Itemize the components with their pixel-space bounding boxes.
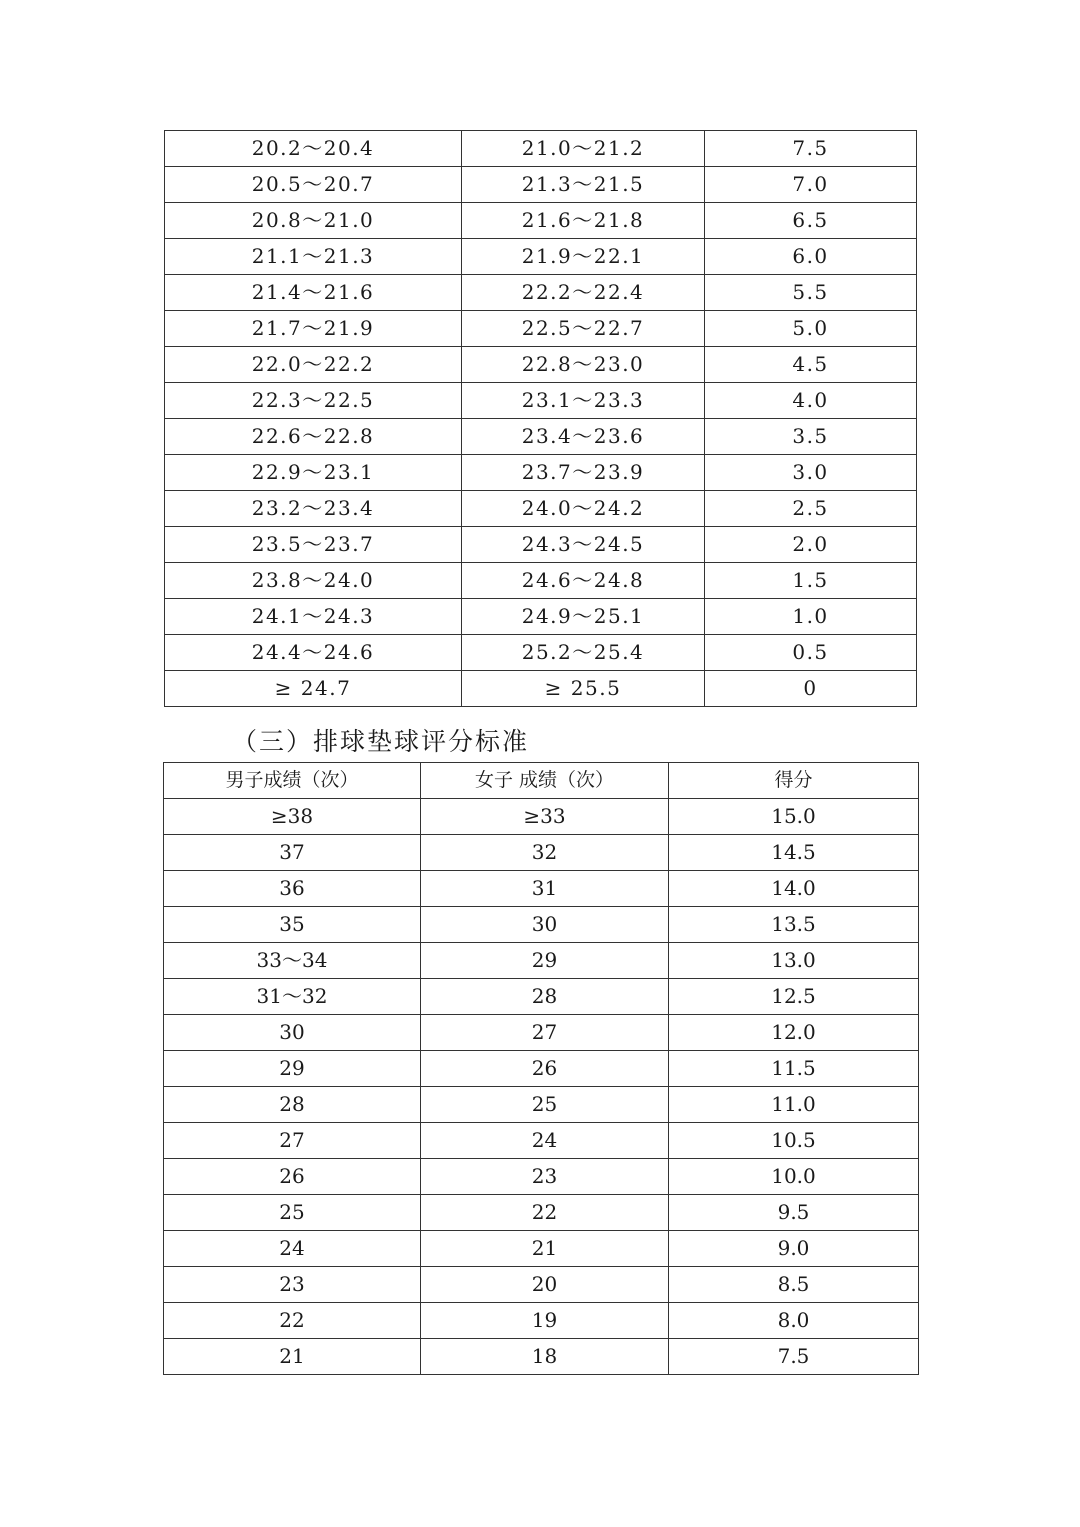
male-score-cell: 24.4～24.6 <box>165 635 462 671</box>
table-row <box>165 311 917 347</box>
female-score-cell: 22.5～22.7 <box>462 311 705 347</box>
table-row <box>164 1195 919 1231</box>
female-score-cell: 21.3～21.5 <box>462 167 705 203</box>
male-score-cell: 25 <box>164 1195 421 1231</box>
female-score-cell: 18 <box>421 1339 669 1375</box>
table-row <box>164 1231 919 1267</box>
female-score-cell: 27 <box>421 1015 669 1051</box>
male-score-cell: 20.5～20.7 <box>165 167 462 203</box>
table-row <box>165 491 917 527</box>
table-row <box>164 1015 919 1051</box>
points-cell: 8.0 <box>669 1303 919 1339</box>
female-score-cell: 22 <box>421 1195 669 1231</box>
points-cell: 6.0 <box>705 239 917 275</box>
male-score-cell: 28 <box>164 1087 421 1123</box>
volleyball-score-table <box>163 762 919 1375</box>
female-score-cell: ≥33 <box>421 799 669 835</box>
header-female-score: 女子 成绩（次） <box>421 763 669 799</box>
points-cell: 4.5 <box>705 347 917 383</box>
table-row <box>164 1303 919 1339</box>
header-points: 得分 <box>669 763 919 799</box>
table-row <box>165 383 917 419</box>
female-score-cell: 24 <box>421 1123 669 1159</box>
male-score-cell: 22.3～22.5 <box>165 383 462 419</box>
points-cell: 0.5 <box>705 635 917 671</box>
points-cell: 2.5 <box>705 491 917 527</box>
female-score-cell: 25.2～25.4 <box>462 635 705 671</box>
table-row <box>164 1339 919 1375</box>
female-score-cell: 30 <box>421 907 669 943</box>
points-cell: 9.0 <box>669 1231 919 1267</box>
male-score-cell: 37 <box>164 835 421 871</box>
male-score-cell: 22 <box>164 1303 421 1339</box>
female-score-cell: 22.8～23.0 <box>462 347 705 383</box>
female-score-cell: 21.9～22.1 <box>462 239 705 275</box>
female-score-cell: 23.7～23.9 <box>462 455 705 491</box>
male-score-cell: 29 <box>164 1051 421 1087</box>
points-cell: 10.0 <box>669 1159 919 1195</box>
male-score-cell: ≥38 <box>164 799 421 835</box>
points-cell: 14.0 <box>669 871 919 907</box>
male-score-cell: 23.5～23.7 <box>165 527 462 563</box>
points-cell: 2.0 <box>705 527 917 563</box>
points-cell: 3.5 <box>705 419 917 455</box>
points-cell: 14.5 <box>669 835 919 871</box>
points-cell: 7.5 <box>705 131 917 167</box>
male-score-cell: 22.6～22.8 <box>165 419 462 455</box>
score-table-continued-body <box>165 131 917 707</box>
table-row <box>164 799 919 835</box>
male-score-cell: 22.0～22.2 <box>165 347 462 383</box>
table-row <box>165 455 917 491</box>
table-row <box>164 1123 919 1159</box>
points-cell: 7.0 <box>705 167 917 203</box>
table-row <box>164 907 919 943</box>
table-row <box>165 599 917 635</box>
points-cell: 13.5 <box>669 907 919 943</box>
male-score-cell: 35 <box>164 907 421 943</box>
male-score-cell: 20.2～20.4 <box>165 131 462 167</box>
male-score-cell: 36 <box>164 871 421 907</box>
points-cell: 12.0 <box>669 1015 919 1051</box>
male-score-cell: 21.4～21.6 <box>165 275 462 311</box>
table-row <box>165 527 917 563</box>
volleyball-score-table-header <box>164 763 919 799</box>
points-cell: 6.5 <box>705 203 917 239</box>
points-cell: 8.5 <box>669 1267 919 1303</box>
table-row <box>165 167 917 203</box>
table-row <box>164 1087 919 1123</box>
male-score-cell: 31～32 <box>164 979 421 1015</box>
points-cell: 15.0 <box>669 799 919 835</box>
points-cell: 1.0 <box>705 599 917 635</box>
table-row <box>165 671 917 707</box>
male-score-cell: 20.8～21.0 <box>165 203 462 239</box>
points-cell: 5.5 <box>705 275 917 311</box>
points-cell: 3.0 <box>705 455 917 491</box>
female-score-cell: 21 <box>421 1231 669 1267</box>
table-row <box>165 203 917 239</box>
table-row <box>165 563 917 599</box>
male-score-cell: 27 <box>164 1123 421 1159</box>
female-score-cell: 24.3～24.5 <box>462 527 705 563</box>
female-score-cell: 29 <box>421 943 669 979</box>
points-cell: 9.5 <box>669 1195 919 1231</box>
male-score-cell: 21.7～21.9 <box>165 311 462 347</box>
table-row <box>164 871 919 907</box>
table-row <box>165 239 917 275</box>
male-score-cell: 22.9～23.1 <box>165 455 462 491</box>
female-score-cell: 21.6～21.8 <box>462 203 705 239</box>
female-score-cell: 26 <box>421 1051 669 1087</box>
male-score-cell: 33～34 <box>164 943 421 979</box>
points-cell: 13.0 <box>669 943 919 979</box>
points-cell: 11.0 <box>669 1087 919 1123</box>
female-score-cell: ≥ 25.5 <box>462 671 705 707</box>
female-score-cell: 24.6～24.8 <box>462 563 705 599</box>
female-score-cell: 21.0～21.2 <box>462 131 705 167</box>
table-row <box>164 1051 919 1087</box>
female-score-cell: 28 <box>421 979 669 1015</box>
male-score-cell: 23 <box>164 1267 421 1303</box>
male-score-cell: 24.1～24.3 <box>165 599 462 635</box>
table-row <box>164 1159 919 1195</box>
points-cell: 7.5 <box>669 1339 919 1375</box>
table-row <box>165 347 917 383</box>
male-score-cell: 21 <box>164 1339 421 1375</box>
female-score-cell: 24.9～25.1 <box>462 599 705 635</box>
male-score-cell: 24 <box>164 1231 421 1267</box>
header-row <box>164 763 919 799</box>
table-row <box>165 635 917 671</box>
male-score-cell: 23.2～23.4 <box>165 491 462 527</box>
female-score-cell: 24.0～24.2 <box>462 491 705 527</box>
volleyball-score-table-body <box>164 799 919 1375</box>
female-score-cell: 23 <box>421 1159 669 1195</box>
female-score-cell: 31 <box>421 871 669 907</box>
table-row <box>164 1267 919 1303</box>
table-row <box>165 419 917 455</box>
section-heading: （三）排球垫球评分标准 <box>232 727 530 756</box>
table-row <box>164 943 919 979</box>
table-row <box>164 979 919 1015</box>
table-row <box>165 275 917 311</box>
female-score-cell: 23.1～23.3 <box>462 383 705 419</box>
male-score-cell: 21.1～21.3 <box>165 239 462 275</box>
points-cell: 11.5 <box>669 1051 919 1087</box>
male-score-cell: 30 <box>164 1015 421 1051</box>
male-score-cell: 26 <box>164 1159 421 1195</box>
female-score-cell: 32 <box>421 835 669 871</box>
female-score-cell: 22.2～22.4 <box>462 275 705 311</box>
points-cell: 10.5 <box>669 1123 919 1159</box>
header-male-score: 男子成绩（次） <box>164 763 421 799</box>
score-table-continued <box>164 130 917 707</box>
female-score-cell: 25 <box>421 1087 669 1123</box>
points-cell: 5.0 <box>705 311 917 347</box>
table-row <box>164 835 919 871</box>
table-row <box>165 131 917 167</box>
points-cell: 1.5 <box>705 563 917 599</box>
points-cell: 12.5 <box>669 979 919 1015</box>
male-score-cell: ≥ 24.7 <box>165 671 462 707</box>
male-score-cell: 23.8～24.0 <box>165 563 462 599</box>
female-score-cell: 20 <box>421 1267 669 1303</box>
female-score-cell: 19 <box>421 1303 669 1339</box>
points-cell: 4.0 <box>705 383 917 419</box>
points-cell: 0 <box>705 671 917 707</box>
female-score-cell: 23.4～23.6 <box>462 419 705 455</box>
